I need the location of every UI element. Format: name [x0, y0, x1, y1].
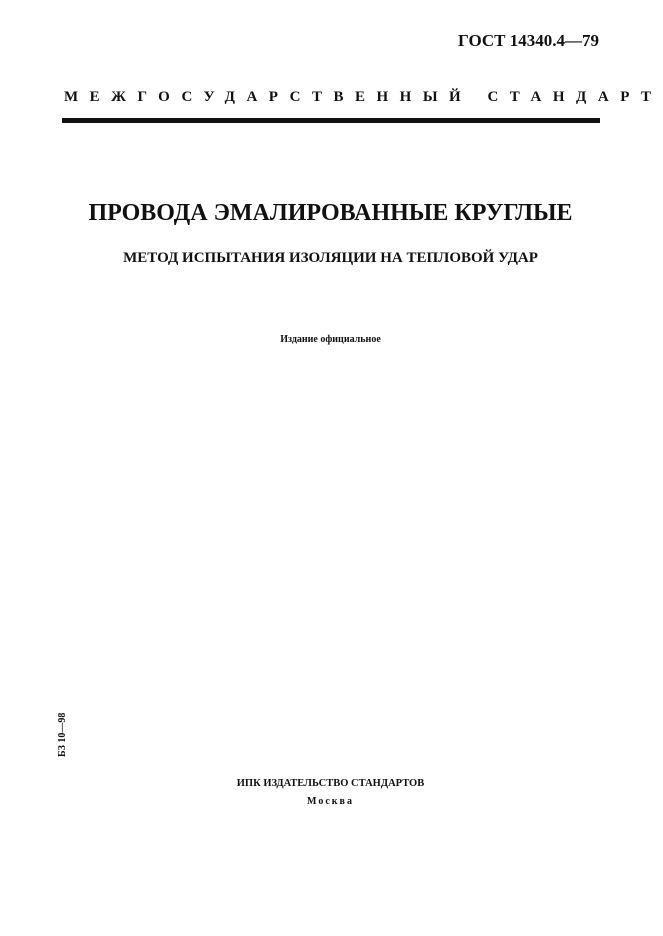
document-title: ПРОВОДА ЭМАЛИРОВАННЫЕ КРУГЛЫЕ [88, 200, 573, 226]
gost-number: ГОСТ 14340.4—79 [458, 31, 599, 50]
side-code: БЗ 10—98 [57, 712, 68, 757]
publisher: ИПК ИЗДАТЕЛЬСТВО СТАНДАРТОВ [236, 778, 425, 789]
publisher-city: Москва [307, 796, 354, 807]
header-rule [62, 118, 600, 123]
standard-type-heading: МЕЖГОСУДАРСТВЕННЫЙ СТАНДАРТ [64, 89, 663, 105]
document-subtitle: МЕТОД ИСПЫТАНИЯ ИЗОЛЯЦИИ НА ТЕПЛОВОЙ УДАР [123, 250, 538, 266]
edition-note: Издание официальное [280, 334, 381, 345]
